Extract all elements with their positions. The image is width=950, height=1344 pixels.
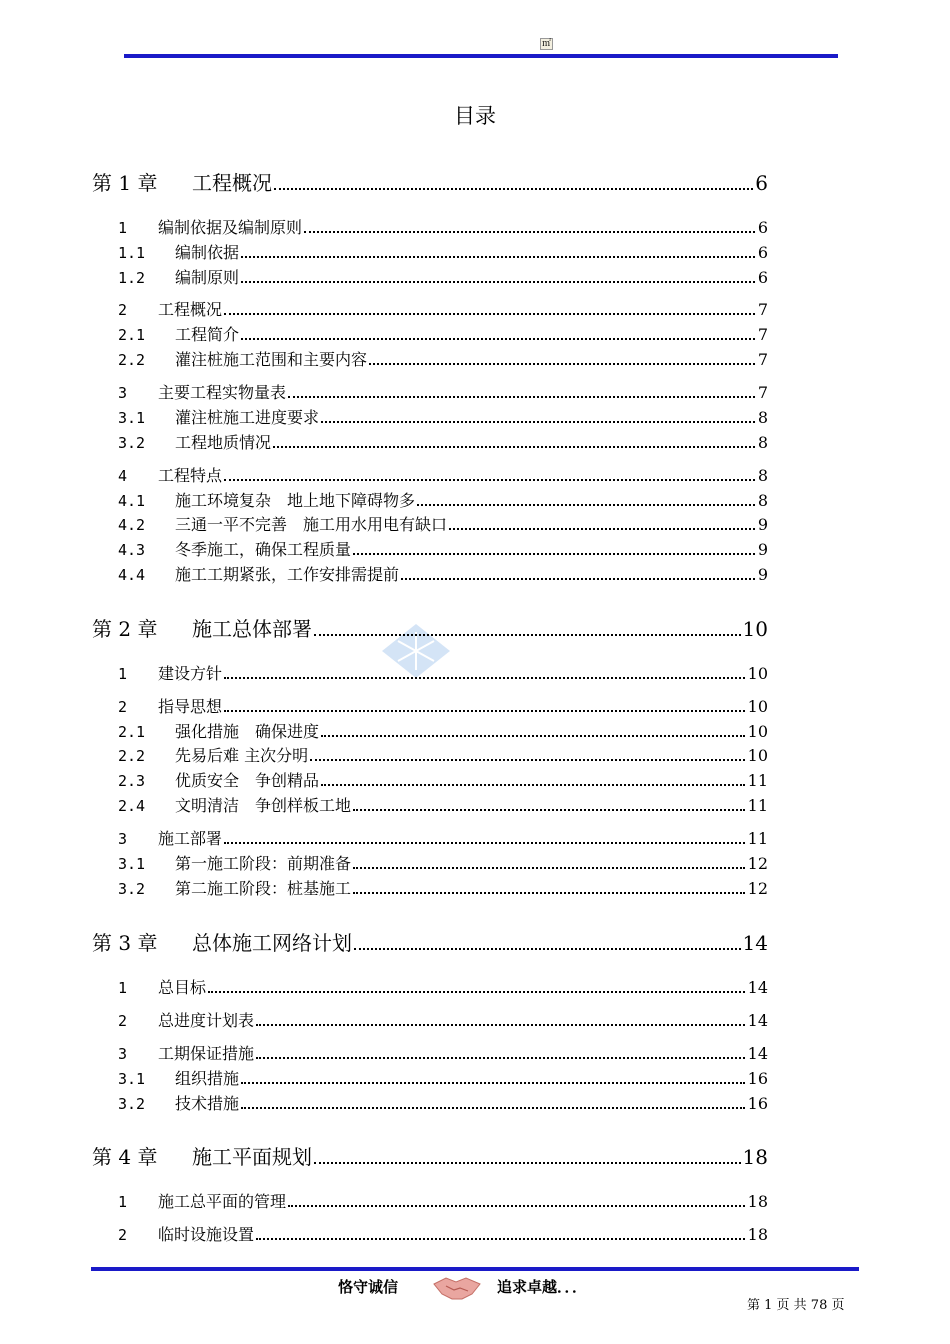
toc-subsection[interactable] bbox=[118, 537, 768, 560]
toc-subsection[interactable] bbox=[118, 793, 768, 816]
toc-section-title: 第二施工阶段：桩基施工 bbox=[175, 879, 352, 898]
toc-section-number: 3.1 bbox=[118, 409, 146, 427]
toc-section-title: 优质安全 争创精品 bbox=[175, 771, 320, 790]
toc-section[interactable] bbox=[118, 215, 768, 238]
toc-subsection[interactable] bbox=[118, 430, 768, 453]
toc-section-title: 工程简介 bbox=[175, 325, 240, 344]
toc-subsection[interactable] bbox=[118, 1091, 768, 1114]
toc-section[interactable] bbox=[118, 826, 768, 849]
toc-subsection[interactable] bbox=[118, 347, 768, 370]
toc-section-number: 2 bbox=[118, 1226, 128, 1244]
toc-section-title: 冬季施工，确保工程质量 bbox=[175, 540, 352, 559]
toc-chapter-number: 第 4 章 bbox=[92, 1145, 158, 1169]
toc-section-number: 4 bbox=[118, 467, 128, 485]
toc-page-number: 18 bbox=[747, 1192, 768, 1211]
toc-chapter[interactable] bbox=[92, 1141, 768, 1170]
toc-page-number: 11 bbox=[747, 771, 768, 790]
toc-section-number: 1.2 bbox=[118, 269, 146, 287]
toc-leader bbox=[241, 1107, 745, 1109]
toc-section-number: 4.3 bbox=[118, 541, 146, 559]
toc-page-number: 8 bbox=[757, 433, 768, 452]
toc-section-title: 工期保证措施 bbox=[158, 1044, 255, 1063]
toc-chapter[interactable] bbox=[92, 167, 768, 196]
toc-section[interactable] bbox=[118, 1189, 768, 1212]
toc-leader bbox=[274, 188, 753, 190]
toc-section-number: 2 bbox=[118, 301, 128, 319]
toc-page-number: 10 bbox=[742, 617, 768, 641]
toc-page-number: 6 bbox=[757, 268, 768, 287]
toc-leader bbox=[224, 710, 745, 712]
toc-section-title: 施工环境复杂 地上地下障碍物多 bbox=[175, 491, 416, 510]
toc-leader bbox=[241, 256, 755, 258]
toc-section[interactable] bbox=[118, 975, 768, 998]
toc-section-title: 建设方针 bbox=[158, 664, 223, 683]
toc-section[interactable] bbox=[118, 1008, 768, 1031]
toc-page-number: 11 bbox=[747, 829, 768, 848]
toc-leader bbox=[224, 677, 745, 679]
toc-section-title: 灌注桩施工范围和主要内容 bbox=[175, 350, 368, 369]
toc-leader bbox=[321, 735, 745, 737]
footer-motto-right: 追求卓越．．． bbox=[497, 1278, 588, 1296]
toc-page-number: 16 bbox=[747, 1094, 768, 1113]
toc-subsection[interactable] bbox=[118, 719, 768, 742]
toc-leader bbox=[241, 281, 755, 283]
toc-section-title: 编制依据 bbox=[175, 243, 240, 262]
toc-section-number: 2 bbox=[118, 698, 128, 716]
toc-section-number: 1 bbox=[118, 665, 128, 683]
toc-section-title: 施工工期紧张，工作安排需提前 bbox=[175, 565, 400, 584]
toc-section-number: 3 bbox=[118, 1045, 128, 1063]
toc-section-number: 3.2 bbox=[118, 880, 146, 898]
toc-section-title: 强化措施 确保进度 bbox=[175, 722, 320, 741]
toc-page-number: 7 bbox=[757, 383, 768, 402]
toc-page-number: 10 bbox=[747, 664, 768, 683]
toc-page-number: 11 bbox=[747, 796, 768, 815]
toc-section-title: 工程概况 bbox=[158, 300, 223, 319]
toc-leader bbox=[256, 1238, 745, 1240]
toc-section-number: 2.4 bbox=[118, 797, 146, 815]
toc-chapter-number: 第 3 章 bbox=[92, 931, 158, 955]
toc-section-number: 2.2 bbox=[118, 351, 146, 369]
toc-section-title: 工程地质情况 bbox=[175, 433, 272, 452]
footer-motto-left: 恪守诚信 bbox=[338, 1278, 399, 1296]
toc-chapter-number: 第 1 章 bbox=[92, 171, 158, 195]
toc-chapter-title: 总体施工网络计划 bbox=[192, 931, 352, 955]
toc-section-number: 1 bbox=[118, 1193, 128, 1211]
toc-section-number: 3.2 bbox=[118, 434, 146, 452]
toc-leader bbox=[208, 991, 745, 993]
toc-leader bbox=[401, 578, 755, 580]
toc-leader bbox=[417, 504, 755, 506]
header-rule bbox=[124, 54, 838, 58]
toc-section-title: 文明清洁 争创样板工地 bbox=[175, 796, 352, 815]
toc-page-number: 8 bbox=[757, 408, 768, 427]
page-counter: 第 1 页 共 78 页 bbox=[747, 1298, 845, 1313]
toc-page-number: 7 bbox=[757, 325, 768, 344]
toc-page-number: 14 bbox=[747, 1044, 768, 1063]
toc-subsection[interactable] bbox=[118, 405, 768, 428]
toc-section-number: 3 bbox=[118, 830, 128, 848]
toc-page-number: 14 bbox=[747, 1011, 768, 1030]
toc-page-number: 10 bbox=[747, 746, 768, 765]
toc-leader bbox=[241, 338, 755, 340]
toc-section-title: 先易后难 主次分明 bbox=[175, 746, 309, 765]
toc-leader bbox=[224, 842, 745, 844]
toc-section-title: 主要工程实物量表 bbox=[158, 383, 287, 402]
toc-section-number: 4.2 bbox=[118, 516, 146, 534]
toc-section-title: 组织措施 bbox=[175, 1069, 240, 1088]
toc-leader bbox=[353, 809, 745, 811]
footer-rule bbox=[91, 1267, 859, 1271]
toc-subsection[interactable] bbox=[118, 322, 768, 345]
toc-leader bbox=[256, 1024, 745, 1026]
toc-section[interactable] bbox=[118, 1041, 768, 1064]
toc-page-number: 9 bbox=[757, 565, 768, 584]
toc-leader bbox=[449, 528, 755, 530]
toc-section-number: 1.1 bbox=[118, 244, 146, 262]
toc-section-number: 3.1 bbox=[118, 855, 146, 873]
toc-subsection[interactable] bbox=[118, 743, 768, 766]
toc-subsection[interactable] bbox=[118, 488, 768, 511]
header-mark: ㎡ bbox=[542, 39, 552, 49]
toc-page-number: 9 bbox=[757, 515, 768, 534]
toc-leader bbox=[310, 759, 745, 761]
toc-section-title: 三通一平不完善 施工用水用电有缺口 bbox=[175, 515, 448, 534]
toc-subsection[interactable] bbox=[118, 512, 768, 535]
toc-chapter-title: 施工总体部署 bbox=[192, 617, 312, 641]
toc-page-number: 7 bbox=[757, 300, 768, 319]
toc-chapter[interactable] bbox=[92, 613, 768, 642]
toc-page-number: 14 bbox=[742, 931, 768, 955]
toc-subsection[interactable] bbox=[118, 240, 768, 263]
toc-section[interactable] bbox=[118, 380, 768, 403]
toc-page-number: 18 bbox=[742, 1145, 768, 1169]
toc-section-title: 施工总平面的管理 bbox=[158, 1192, 287, 1211]
toc-leader bbox=[353, 892, 745, 894]
toc-chapter-title: 施工平面规划 bbox=[192, 1145, 312, 1169]
toc-leader bbox=[273, 446, 755, 448]
toc-section-number: 4.1 bbox=[118, 492, 146, 510]
toc-section-title: 第一施工阶段：前期准备 bbox=[175, 854, 352, 873]
toc-page-number: 16 bbox=[747, 1069, 768, 1088]
toc-section-number: 1 bbox=[118, 979, 128, 997]
toc-section-number: 2.2 bbox=[118, 747, 146, 765]
toc-section-number: 3 bbox=[118, 384, 128, 402]
toc-subsection[interactable] bbox=[118, 1066, 768, 1089]
toc-page-number: 12 bbox=[747, 879, 768, 898]
toc-section-number: 2.1 bbox=[118, 723, 146, 741]
toc-leader bbox=[369, 363, 755, 365]
toc-section-number: 3.1 bbox=[118, 1070, 146, 1088]
toc-chapter-number: 第 2 章 bbox=[92, 617, 158, 641]
toc-section-title: 灌注桩施工进度要求 bbox=[175, 408, 320, 427]
toc-leader bbox=[353, 867, 745, 869]
toc-section-title: 施工部署 bbox=[158, 829, 223, 848]
toc-page-number: 6 bbox=[757, 243, 768, 262]
toc-page-number: 9 bbox=[757, 540, 768, 559]
toc-leader bbox=[304, 231, 755, 233]
toc-section-title: 工程特点 bbox=[158, 466, 223, 485]
toc-section-title: 指导思想 bbox=[158, 697, 223, 716]
toc-leader bbox=[321, 784, 745, 786]
toc-section-title: 技术措施 bbox=[175, 1094, 240, 1113]
toc-page-number: 6 bbox=[755, 171, 768, 195]
toc-section-number: 3.2 bbox=[118, 1095, 146, 1113]
toc-leader bbox=[353, 553, 755, 555]
toc-leader bbox=[256, 1057, 745, 1059]
toc-leader bbox=[314, 1162, 741, 1164]
toc-leader bbox=[224, 313, 755, 315]
handshake-icon bbox=[432, 1272, 482, 1302]
toc-section-title: 临时设施设置 bbox=[158, 1225, 255, 1244]
toc-leader bbox=[321, 421, 755, 423]
toc-section-title: 编制依据及编制原则 bbox=[158, 218, 303, 237]
toc-page-number: 12 bbox=[747, 854, 768, 873]
toc-section[interactable] bbox=[118, 297, 768, 320]
toc-subsection[interactable] bbox=[118, 562, 768, 585]
toc-page-number: 8 bbox=[757, 491, 768, 510]
toc-page-number: 6 bbox=[757, 218, 768, 237]
toc-subsection[interactable] bbox=[118, 768, 768, 791]
toc-section-title: 总目标 bbox=[158, 978, 207, 997]
toc-section[interactable] bbox=[118, 1222, 768, 1245]
toc-section-number: 2.1 bbox=[118, 326, 146, 344]
toc-section-title: 编制原则 bbox=[175, 268, 240, 287]
toc-section[interactable] bbox=[118, 694, 768, 717]
toc-page-number: 8 bbox=[757, 466, 768, 485]
toc-chapter[interactable] bbox=[92, 927, 768, 956]
toc-section[interactable] bbox=[118, 661, 768, 684]
toc-leader bbox=[241, 1082, 745, 1084]
toc-leader bbox=[288, 396, 755, 398]
toc-page-number: 7 bbox=[757, 350, 768, 369]
toc-page-number: 18 bbox=[747, 1225, 768, 1244]
toc-section-number: 1 bbox=[118, 219, 128, 237]
toc-page-number: 10 bbox=[747, 722, 768, 741]
toc-leader bbox=[288, 1205, 745, 1207]
toc-leader bbox=[314, 634, 741, 636]
toc-page-number: 14 bbox=[747, 978, 768, 997]
toc-section-number: 2 bbox=[118, 1012, 128, 1030]
toc-section-number: 4.4 bbox=[118, 566, 146, 584]
toc-subsection[interactable] bbox=[118, 851, 768, 874]
toc-subsection[interactable] bbox=[118, 876, 768, 899]
toc-chapter-title: 工程概况 bbox=[192, 171, 272, 195]
page-title: 目录 bbox=[454, 104, 496, 128]
toc-page-number: 10 bbox=[747, 697, 768, 716]
toc-section[interactable] bbox=[118, 463, 768, 486]
toc-leader bbox=[354, 948, 741, 950]
toc-subsection[interactable] bbox=[118, 265, 768, 288]
toc-section-number: 2.3 bbox=[118, 772, 146, 790]
toc-section-title: 总进度计划表 bbox=[158, 1011, 255, 1030]
toc-leader bbox=[224, 479, 755, 481]
